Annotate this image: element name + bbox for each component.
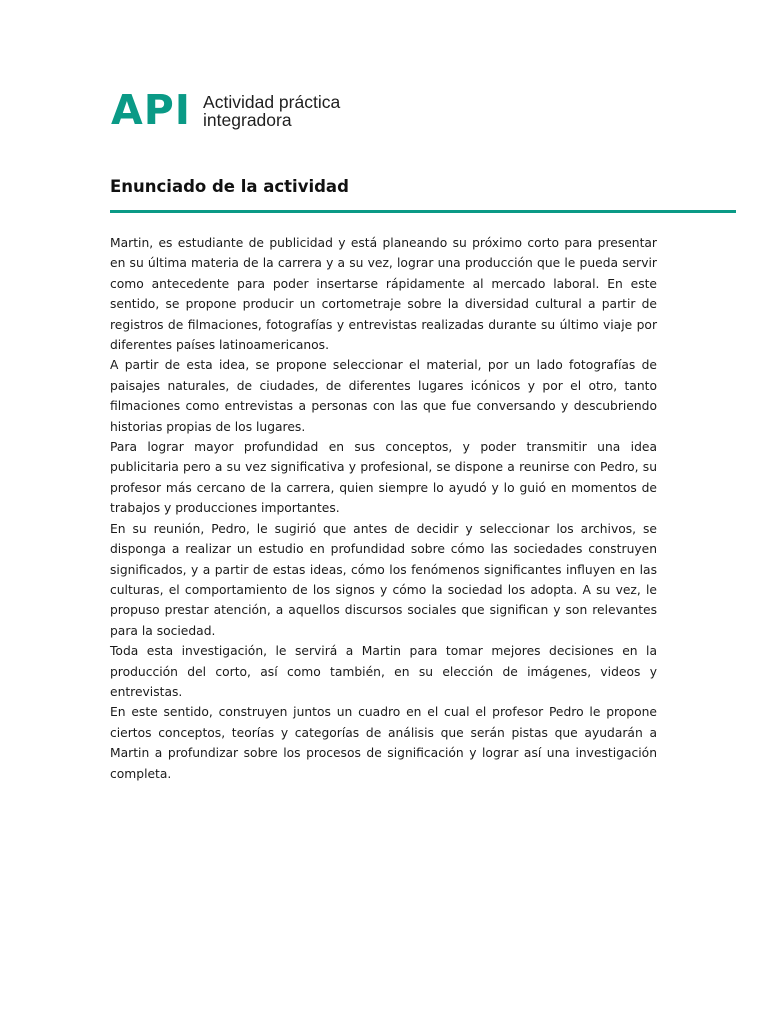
api-logo: API [111, 86, 192, 134]
document-header [111, 86, 341, 134]
paragraph: Martin, es estudiante de publicidad y está planeando su próximo corto para presentar en su última materia de la carrera y a su vez, lograr una producción que le pueda servir como antecedente para poder insertarse rápidamente al mercado laboral. En este sentido, se propone producir un cortometraje sobre la diversidad cultural a partir de registros de filmaciones, fotografías y entrevistas realizadas durante su último viaje por diferentes países latinoamericanos. [110, 236, 657, 353]
paragraph: Para lograr mayor profundidad en sus conceptos, y poder transmitir una idea publicitaria pero a su vez significativa y profesional, se dispone a reunirse con Pedro, su profesor más cercano de la carrera, quien siempre lo ayudó y lo guió en momentos de trabajos y producciones importantes. [110, 440, 657, 516]
paragraph: En su reunión, Pedro, le sugirió que antes de decidir y seleccionar los archivos, se disponga a realizar un estudio en profundidad sobre cómo las sociedades construyen significados, y a partir de estas ideas, cómo los fenómenos significantes influyen en las culturas, el comportamiento de los signos y cómo la sociedad los adopta. A su vez, le propuso prestar atención, a aquellos discursos sociales que significan y son relevantes para la sociedad. [110, 521, 657, 638]
section-divider [110, 210, 736, 213]
section-title: Enunciado de la actividad [110, 177, 349, 196]
logo-subtitle-line2: integradora [203, 109, 292, 130]
paragraph: En este sentido, construyen juntos un cuadro en el cual el profesor Pedro le propone ciertos conceptos, teorías y categorías de análisis que serán pistas que ayudarán a Martin a profundizar sobre los procesos de significación y lograr así una investigación completa. [110, 705, 657, 781]
activity-statement [110, 233, 657, 784]
paragraph: A partir de esta idea, se propone seleccionar el material, por un lado fotografías de paisajes naturales, de ciudades, de diferentes lugares icónicos y por el otro, tanto filmaciones como entrevistas a personas con las que fue conversando y descubriendo historias propias de los lugares. [110, 358, 657, 434]
paragraph: Toda esta investigación, le servirá a Martin para tomar mejores decisiones en la producción del corto, así como también, en su elección de imágenes, videos y entrevistas. [110, 644, 657, 699]
logo-subtitle-line1: Actividad práctica [203, 91, 341, 112]
logo-subtitle [203, 93, 340, 129]
